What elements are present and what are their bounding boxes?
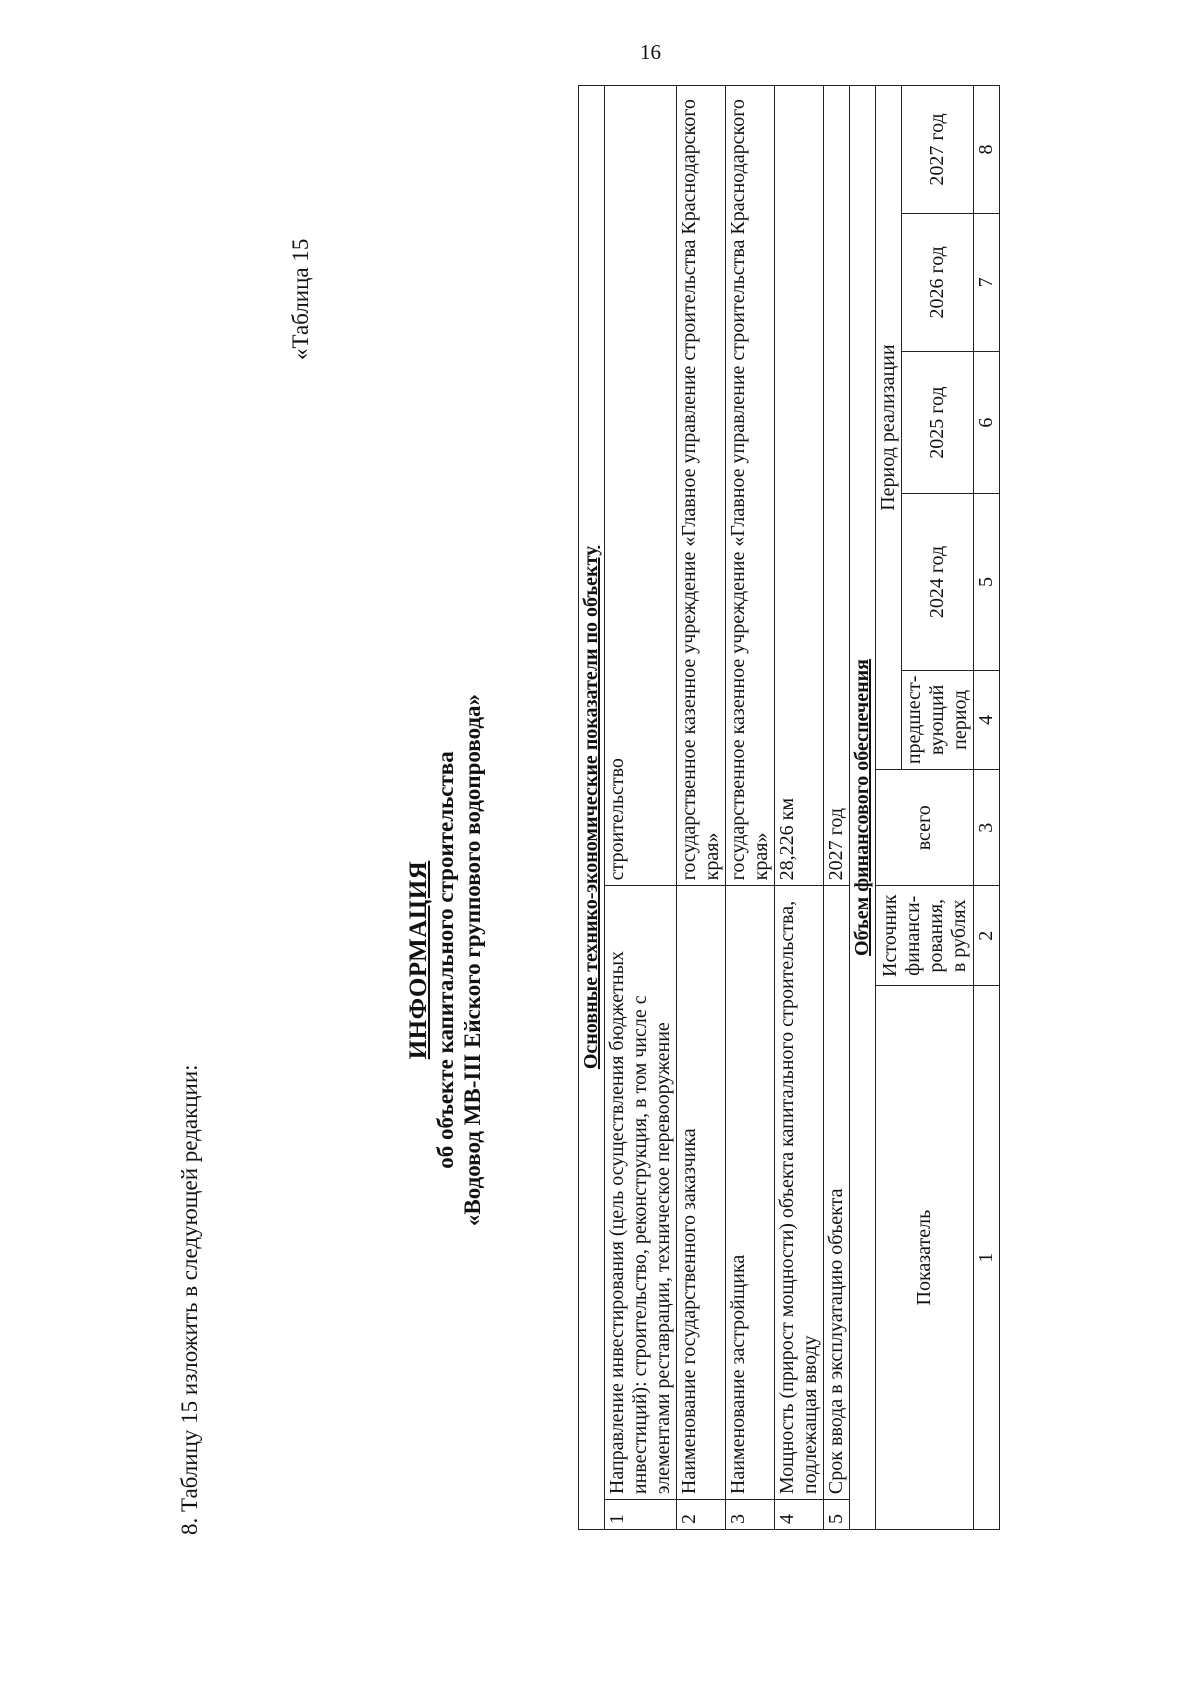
row-value: строительство [605,86,677,886]
year-header: 2026 год [902,213,974,351]
total-header: всего [876,770,974,886]
info-table [578,85,1000,1530]
row-label: Мощность (прирост мощности) объекта капитального строительства, подлежащая вводу [775,886,824,1500]
row-number: 4 [775,1500,824,1530]
document-subtitle: об объекте капитального строительства [433,751,458,1169]
indicator-header: Показатель [876,986,974,1530]
source-header-line: финанси- [901,895,924,976]
source-header [876,886,974,986]
column-number: 4 [974,670,1000,770]
object-name: «Водовод МВ-III Ейского группового водопровода» [460,693,485,1227]
intro-text: 8. Таблицу 15 изложить в следующей редакции: [177,1064,202,1535]
row-value: 2027 год [824,86,850,886]
table-row [775,86,824,1530]
section2-title: Объем финансового обеспечения [850,86,876,1530]
prev-period-line: предшест- [903,675,925,765]
section-header-row [579,86,605,1530]
row-value: государственное казенное учреждение «Главное управление строительства Краснодарского края» [677,86,726,886]
source-header-line: Источник [878,894,901,977]
row-value: государственное казенное учреждение «Главное управление строительства Краснодарского края» [726,86,775,886]
row-number: 5 [824,1500,850,1530]
column-number: 8 [974,86,1000,214]
row-label: Направление инвестирования (цель осуществления бюджетных инвестиций): строительство, реконструкция, в том числе с элементами реставрации, техническое перевооружение [605,886,677,1500]
table-label: «Таблица 15 [288,238,313,360]
table-row [677,86,726,1530]
row-number: 2 [677,1500,726,1530]
year-header: 2024 год [902,494,974,670]
rotated-document-body [160,99,1145,1535]
prev-period-header [902,670,974,770]
prev-period-line: период [949,689,971,750]
row-label: Наименование застройщика [726,886,775,1500]
year-header: 2025 год [902,351,974,494]
table-row [726,86,775,1530]
source-header-line: в рублях [947,899,970,973]
source-header-line: рования, [924,898,947,973]
section-header-row [850,86,876,1530]
section1-title: Основные технико-экономические показатели по объекту [579,86,605,1530]
year-header: 2027 год [902,86,974,214]
table-row [605,86,677,1530]
title-block [405,385,486,1535]
table-row [824,86,850,1530]
fin-header-row [876,86,902,1530]
row-label: Наименование государственного заказчика [677,886,726,1500]
row-number: 1 [605,1500,677,1530]
page-number: 16 [640,40,661,64]
column-number: 1 [974,986,1000,1530]
column-number: 6 [974,351,1000,494]
row-value: 28,226 км [775,86,824,886]
period-header: Период реализации [876,86,902,770]
column-number: 5 [974,494,1000,670]
prev-period-line: вующий [926,684,948,756]
column-number: 2 [974,886,1000,986]
row-number: 3 [726,1500,775,1530]
row-label: Срок ввода в эксплуатацию объекта [824,886,850,1500]
column-number: 7 [974,213,1000,351]
column-number-row [974,86,1000,1530]
column-number: 3 [974,770,1000,886]
document-title: ИНФОРМАЦИЯ [405,860,432,1060]
